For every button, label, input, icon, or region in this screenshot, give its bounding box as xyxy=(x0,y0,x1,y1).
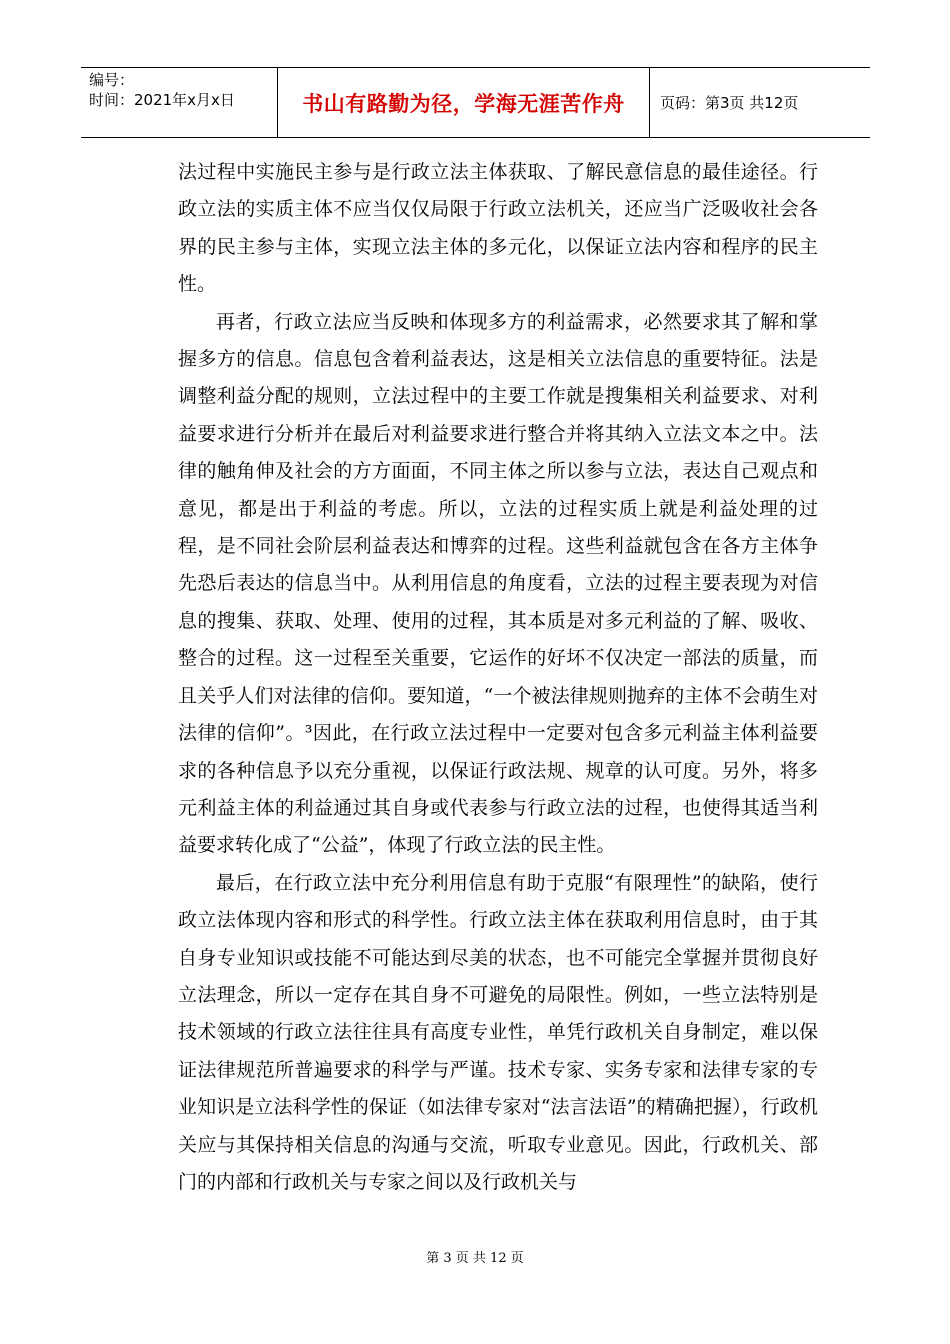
document-date: 时间：2021年x月x日 xyxy=(89,91,235,109)
header-meta xyxy=(81,68,278,137)
header-motto-cell xyxy=(278,68,650,137)
header-page-info-cell xyxy=(650,68,870,137)
header-page-info: 页码：第3页 共12页 xyxy=(660,94,799,112)
paragraph-bounded-rationality: 最后，在行政立法中充分利用信息有助于克服“有限理性”的缺陷，使行政立法体现内容和形式的科学性。行政立法主体在获取利用信息时，由于其自身专业知识或技能不可能达到尽美的状态，也不可能完全掌握并贯彻良好立法理念，所以一定存在其自身不可避免的局限性。例如，一些立法特别是技术领域的行政立法往往具有高度专业性，单凭行政机关自身制定，难以保证法律规范所普遍要求的科学与严谨。技术专家、实务专家和法律专家的专业知识是立法科学性的保证（如法律专家对“法言法语”的精确把握），行政机关应与其保持相关信息的沟通与交流，听取专业意见。因此，行政机关、部门的内部和行政机关与专家之间以及行政机关与 xyxy=(178,871,818,1193)
page-header xyxy=(81,67,870,138)
document-number: 编号： xyxy=(89,71,135,89)
header-motto: 书山有路勤为径，学海无涯苦作舟 xyxy=(302,91,625,116)
paragraph-continuation: 法过程中实施民主参与是行政立法主体获取、了解民意信息的最佳途径。行政立法的实质主体不应当仅仅局限于行政立法机关，还应当广泛吸收社会各界的民主参与主体，实现立法主体的多元化，以保证立法内容和程序的民主性。 xyxy=(178,161,818,296)
page-footer: 第 3 页 共 12 页 xyxy=(426,1251,524,1266)
document-body xyxy=(178,154,818,1201)
paragraph-interests: 再者，行政立法应当反映和体现多方的利益需求，必然要求其了解和掌握多方的信息。信息包含着利益表达，这是相关立法信息的重要特征。法是调整利益分配的规则，立法过程中的主要工作就是搜集相关利益要求、对利益要求进行分析并在最后对利益要求进行整合并将其纳入立法文本之中。法律的触角伸及社会的方方面面，不同主体之所以参与立法，表达自己观点和意见，都是出于利益的考虑。所以，立法的过程实质上就是利益处理的过程，是不同社会阶层利益表达和博弈的过程。这些利益就包含在各方主体争先恐后表达的信息当中。从利用信息的角度看，立法的过程主要表现为对信息的搜集、获取、处理、使用的过程，其本质是对多元利益的了解、吸收、整合的过程。这一过程至关重要，它运作的好坏不仅决定一部法的质量，而且关乎人们对法律的信仰。要知道，“一个被法律规则抛弃的主体不会萌生对法律的信仰”。³因此，在行政立法过程中一定要对包含多元利益主体利益要求的各种信息予以充分重视，以保证行政法规、规章的认可度。另外，将多元利益主体的利益通过其自身或代表参与行政立法的过程，也使得其适当利益要求转化成了“公益”，体现了行政立法的民主性。 xyxy=(178,310,818,857)
